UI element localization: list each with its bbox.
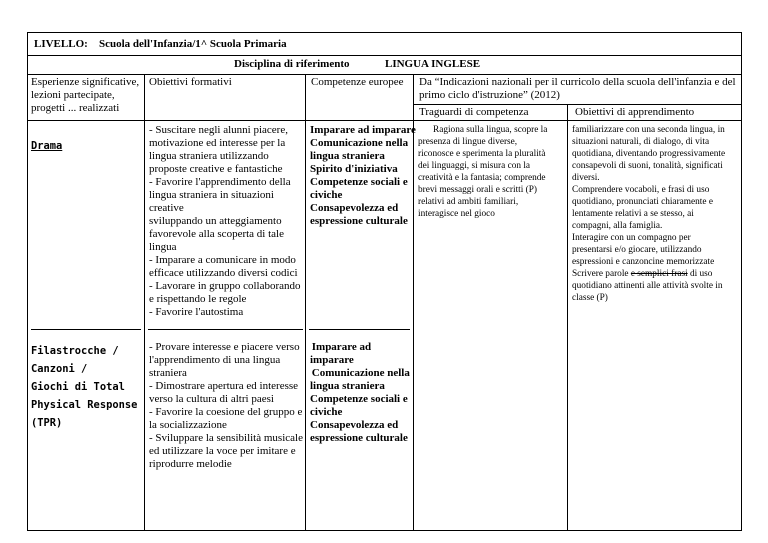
row1-competence-line: Imparare ad imparare <box>310 124 416 136</box>
row2-experience-line: (TPR) <box>31 417 63 429</box>
header-traguardi: Traguardi di competenza <box>419 106 529 118</box>
row1-objective-line: efficace utilizzando diversi codici <box>149 267 298 279</box>
disciplina-value: LINGUA INGLESE <box>385 58 481 70</box>
row2-competence-line: Consapevolezza ed <box>310 419 399 431</box>
row1-objective-line: - Favorire l'apprendimento della <box>149 176 291 188</box>
row1-obiettivo-line-struck <box>572 269 712 281</box>
row1-competence-line: Competenze sociali e <box>310 176 408 188</box>
row2-objective-line: - Dimostrare apertura ed interesse <box>149 380 299 392</box>
row2-objective-line: - Favorire la coesione del gruppo e <box>149 406 303 418</box>
row2-objective-line: straniera <box>149 367 187 379</box>
row1-objective-line: sviluppando un atteggiamento <box>149 215 282 227</box>
header-obiettivi-formativi: Obiettivi formativi <box>149 76 232 88</box>
row1-objective-line: - Favorire l'autostima <box>149 306 244 318</box>
col-divider-3 <box>413 74 414 531</box>
row2-objective-line: - Provare interesse e piacere verso <box>149 341 300 353</box>
row1-traguardo-line: relativi ad ambiti familiari, <box>418 197 519 207</box>
row2-competence-line: civiche <box>310 406 343 418</box>
row1-objective-line: creative <box>149 202 184 214</box>
disciplina-label: Disciplina di riferimento <box>234 58 350 70</box>
livello-label: LIVELLO: <box>34 38 88 50</box>
row1-objective-line: lingua <box>149 241 177 253</box>
row1-objective-line: motivazione ed interesse per la <box>149 137 286 149</box>
row-separator-exp <box>31 329 141 330</box>
row1-traguardo-line: creatività e la fantasia; comprende <box>418 173 546 183</box>
row1-competence-line: lingua straniera <box>310 150 385 162</box>
row1-obiettivo-line: presentarsi e/o giocare, utilizzando <box>572 245 702 255</box>
row2-objective-line: l'apprendimento di una lingua <box>149 354 281 366</box>
row1-objective-line: lingua straniera in situazioni <box>149 189 274 201</box>
row2-competence-line: Comunicazione nella <box>309 367 410 379</box>
row1-objective-line: proposte creative e fantastiche <box>149 163 283 175</box>
table-border-left <box>27 32 28 531</box>
header-indicazioni-line: Da “Indicazioni nazionali per il curricolo della scuola dell'infanzia e del <box>419 76 736 88</box>
col-divider-4 <box>567 104 568 531</box>
row1-traguardo-line: brevi messaggi orali e scritti (P) <box>418 185 538 195</box>
table-border-bottom <box>27 530 742 531</box>
header-indicazioni-line: primo ciclo d'istruzione” (2012) <box>419 89 560 101</box>
row1-competence-line: Consapevolezza ed <box>310 202 399 214</box>
row1-obiettivo-line: Interagire con un compagno per <box>572 233 691 243</box>
obiettivo-text-before: Scrivere parole <box>572 269 631 279</box>
header-esperienze-line: Esperienze significative, <box>31 76 140 88</box>
row-divider-header <box>27 55 742 56</box>
row2-competence-line: Competenze sociali e <box>310 393 408 405</box>
row2-experience-line: Giochi di Total <box>31 381 125 393</box>
row1-obiettivo-line: quotidiano attinenti alle attività svolte in <box>572 281 723 291</box>
row2-experience-line: Physical Response <box>31 399 138 411</box>
table-border-right <box>741 32 742 531</box>
row1-traguardo-line: Ragiona sulla lingua, scopre la <box>433 125 548 135</box>
row2-experience-line: Canzoni / <box>31 363 88 375</box>
row2-objective-line: la socializzazione <box>149 419 227 431</box>
header-obiettivi-apprendimento: Obiettivi di apprendimento <box>575 106 695 118</box>
row1-objective-line: lingua straniera utilizzando <box>149 150 269 162</box>
obiettivo-text-struck: e semplici frasi <box>630 269 688 279</box>
row1-obiettivo-line: situazioni naturali, di dialogo, di vita <box>572 137 710 147</box>
row1-obiettivo-line: compagni, alla famiglia. <box>572 221 663 231</box>
row1-objective-line: favorevole alla scoperta di tale <box>149 228 284 240</box>
row2-objective-line: - Sviluppare la sensibilità musicale <box>149 432 303 444</box>
row1-obiettivo-line: diversi. <box>572 173 600 183</box>
row1-competence-line: Spirito d'iniziativa <box>310 163 398 175</box>
row2-objective-line: ed utilizzare la voce per imitare e <box>149 445 296 457</box>
row-divider-columns <box>27 74 742 75</box>
row2-objective-line: riprodurre melodie <box>149 458 232 470</box>
row1-objective-line: - Lavorare in gruppo collaborando <box>149 280 301 292</box>
row1-obiettivo-line: lentamente relativi a se stesso, ai <box>572 209 694 219</box>
row2-objective-line: verso la cultura di altri paesi <box>149 393 274 405</box>
row1-traguardo-line: presenza di lingue diverse, <box>418 137 518 147</box>
row-divider-subheader <box>413 104 742 105</box>
row-divider-body <box>27 120 742 121</box>
header-esperienze-line: lezioni partecipate, <box>31 89 115 101</box>
row1-obiettivo-line: quotidiana, diventando progressivamente <box>572 149 726 159</box>
row1-objective-line: - Suscitare negli alunni piacere, <box>149 124 288 136</box>
row1-competence-line: civiche <box>310 189 343 201</box>
header-esperienze-line: progetti ... realizzati <box>31 102 120 114</box>
row-separator-comp <box>309 329 410 330</box>
obiettivo-text-after: di uso <box>687 269 713 279</box>
col-divider-1 <box>144 74 145 531</box>
row1-obiettivo-line: espressioni e canzoncine memorizzate <box>572 257 715 267</box>
row1-competence-line: Comunicazione nella <box>310 137 409 149</box>
row2-competence-line: lingua straniera <box>310 380 385 392</box>
row1-objective-line: - Imparare a comunicare in modo <box>149 254 296 266</box>
header-competenze-europee: Competenze europee <box>311 76 404 88</box>
row-separator-obj <box>148 329 303 330</box>
row1-traguardo-line: dei linguaggi, si misura con la <box>418 161 531 171</box>
col-divider-2 <box>305 74 306 531</box>
livello-value: Scuola dell'Infanzia/1^ Scuola Primaria <box>99 38 287 50</box>
row1-obiettivo-line: consapevoli di suoni, tonalità, significati <box>572 161 723 171</box>
row1-experience: Drama <box>31 140 63 152</box>
row2-competence-line: imparare <box>310 354 354 366</box>
row1-objective-line: e rispettando le regole <box>149 293 247 305</box>
row2-experience-line: Filastrocche / <box>31 345 119 357</box>
row1-competence-line: espressione culturale <box>310 215 408 227</box>
row1-obiettivo-line: Comprendere vocaboli, e frasi di uso <box>572 185 710 195</box>
row1-obiettivo-line: classe (P) <box>572 293 608 303</box>
row2-competence-line: Imparare ad <box>309 341 372 353</box>
row1-obiettivo-line: familiarizzare con una seconda lingua, in <box>572 125 725 135</box>
row1-traguardo-line: interagisce nel gioco <box>418 209 495 219</box>
table-border-top <box>27 32 742 33</box>
row1-obiettivo-line: quotidiano, pronunciati chiaramente e <box>572 197 713 207</box>
row2-competence-line: espressione culturale <box>310 432 408 444</box>
row1-traguardo-line: riconosce e sperimenta la pluralità <box>418 149 546 159</box>
